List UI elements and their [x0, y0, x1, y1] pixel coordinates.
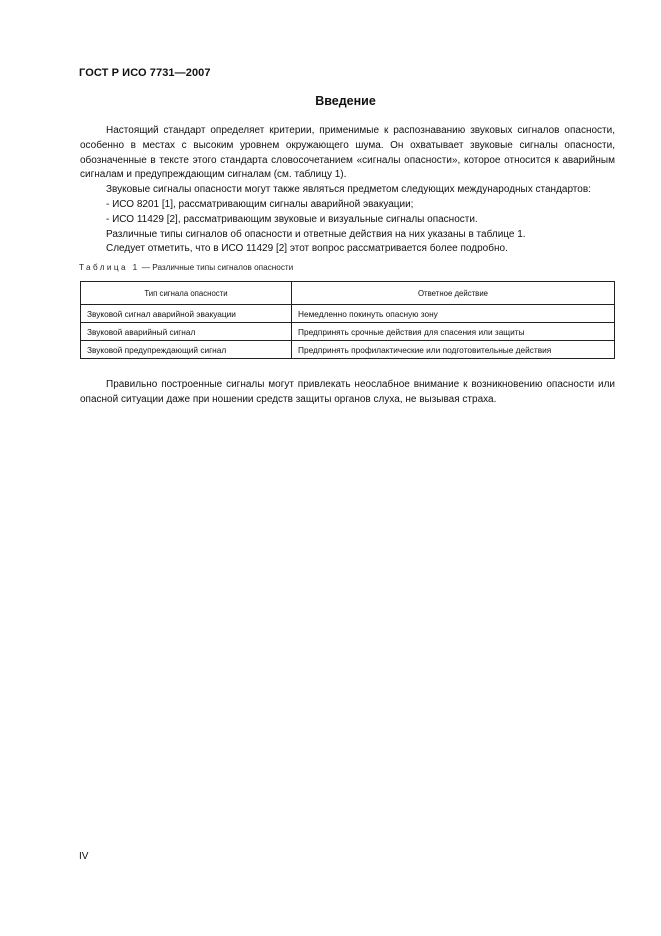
column-header-signal-type: Тип сигнала опасности	[81, 282, 292, 305]
table-cell: Немедленно покинуть опасную зону	[292, 305, 615, 323]
list-item: - ИСО 8201 [1], рассматривающим сигналы аварийной эвакуации;	[106, 198, 414, 210]
paragraph: Звуковые сигналы опасности могут также являться предметом следующих международных стандартов:	[106, 184, 591, 196]
table-caption	[79, 263, 293, 272]
introduction-body	[80, 124, 615, 257]
table-caption-text: — Различные типы сигналов опасности	[139, 263, 294, 272]
paragraph: Различные типы сигналов об опасности и ответные действия на них указаны в таблице 1.	[106, 228, 526, 240]
page-number: IV	[79, 851, 89, 862]
document-id: ГОСТ Р ИСО 7731—2007	[79, 67, 211, 79]
column-header-response: Ответное действие	[292, 282, 615, 305]
paragraph: Правильно построенные сигналы могут привлекать неослабное внимание к возникновению опасности или опасной ситуации даже при ношении средств защиты органов слуха, не вызывая страха.	[80, 379, 615, 405]
table-row	[81, 305, 615, 323]
table-cell: Звуковой предупреждающий сигнал	[81, 341, 292, 359]
section-title: Введение	[315, 94, 376, 108]
table-row	[81, 341, 615, 359]
table-header-row	[81, 282, 615, 305]
table-cell: Звуковой сигнал аварийной эвакуации	[81, 305, 292, 323]
table-cell: Предпринять срочные действия для спасения или защиты	[292, 323, 615, 341]
table-cell: Предпринять профилактические или подготовительные действия	[292, 341, 615, 359]
table-cell: Звуковой аварийный сигнал	[81, 323, 292, 341]
paragraph: Настоящий стандарт определяет критерии, применимые к распознаванию звуковых сигналов опасности, особенно в местах с высоким уровнем окружающего шума. Он охватывает звуковые сигналы опасности, обозначенные в тексте этого стандарта словосочетанием «сигналы опасности», которое относится к аварийным сигналам и предупреждающим сигналам (см. таблицу 1).	[80, 125, 615, 181]
table-caption-label: Таблица 1	[79, 263, 140, 272]
closing-body	[80, 378, 615, 408]
signals-table	[80, 281, 615, 359]
table-row	[81, 323, 615, 341]
paragraph: Следует отметить, что в ИСО 11429 [2] этот вопрос рассматривается более подробно.	[106, 243, 508, 255]
list-item: - ИСО 11429 [2], рассматривающим звуковые и визуальные сигналы опасности.	[106, 213, 478, 225]
